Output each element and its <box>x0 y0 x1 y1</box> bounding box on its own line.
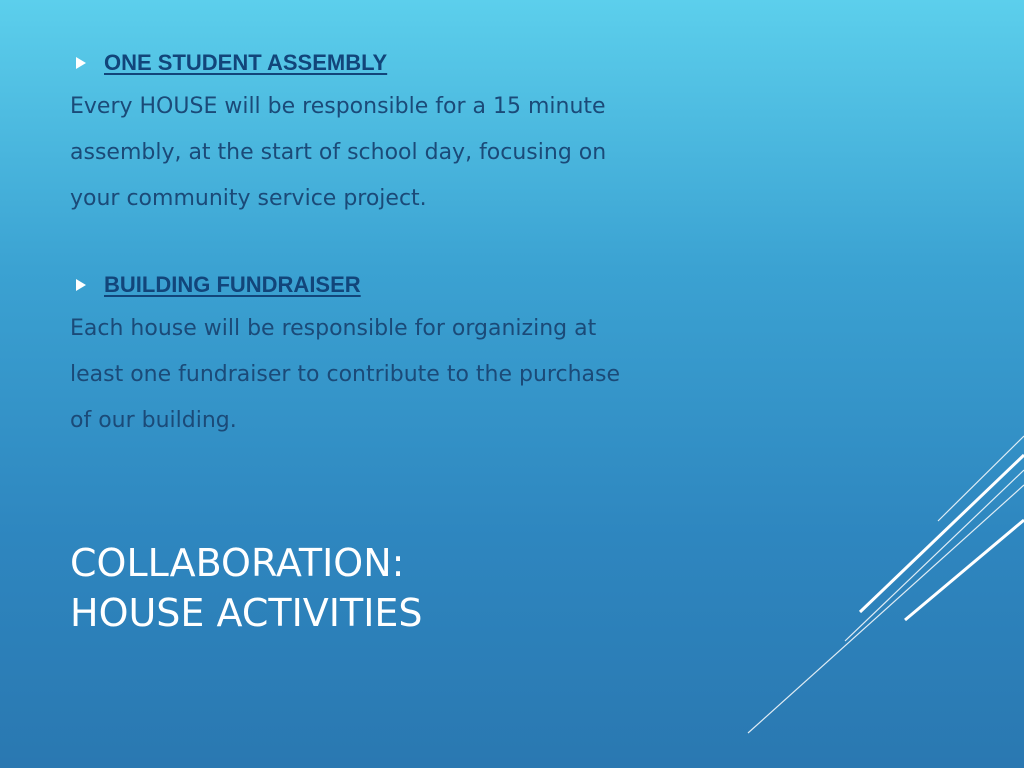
paragraph-line: Each house will be responsible for organizing at <box>70 316 597 341</box>
bullet-building-fundraiser <box>76 264 790 306</box>
triangle-bullet-icon <box>76 57 86 69</box>
paragraph-line: your community service project. <box>70 186 427 211</box>
triangle-bullet-icon <box>76 279 86 291</box>
bullet-one-student-assembly <box>76 42 790 84</box>
slide-content <box>70 42 790 444</box>
paragraph-line: assembly, at the start of school day, focusing on <box>70 140 607 165</box>
slide-title <box>70 538 423 638</box>
deco-line <box>905 520 1024 620</box>
paragraph-line: Every HOUSE will be responsible for a 15 minute <box>70 94 606 119</box>
deco-line <box>748 485 1024 733</box>
paragraph-line: of our building. <box>70 408 237 433</box>
paragraph-line: least one fundraiser to contribute to the purchase <box>70 362 620 387</box>
section-heading: ONE STUDENT ASSEMBLY <box>104 50 388 75</box>
title-line-2: HOUSE ACTIVITIES <box>70 591 423 635</box>
spacer <box>70 222 790 264</box>
section-heading: BUILDING FUNDRAISER <box>104 272 361 297</box>
deco-line <box>938 436 1024 521</box>
deco-line <box>860 455 1024 612</box>
title-line-1: COLLABORATION: <box>70 541 405 585</box>
deco-line <box>845 470 1024 641</box>
